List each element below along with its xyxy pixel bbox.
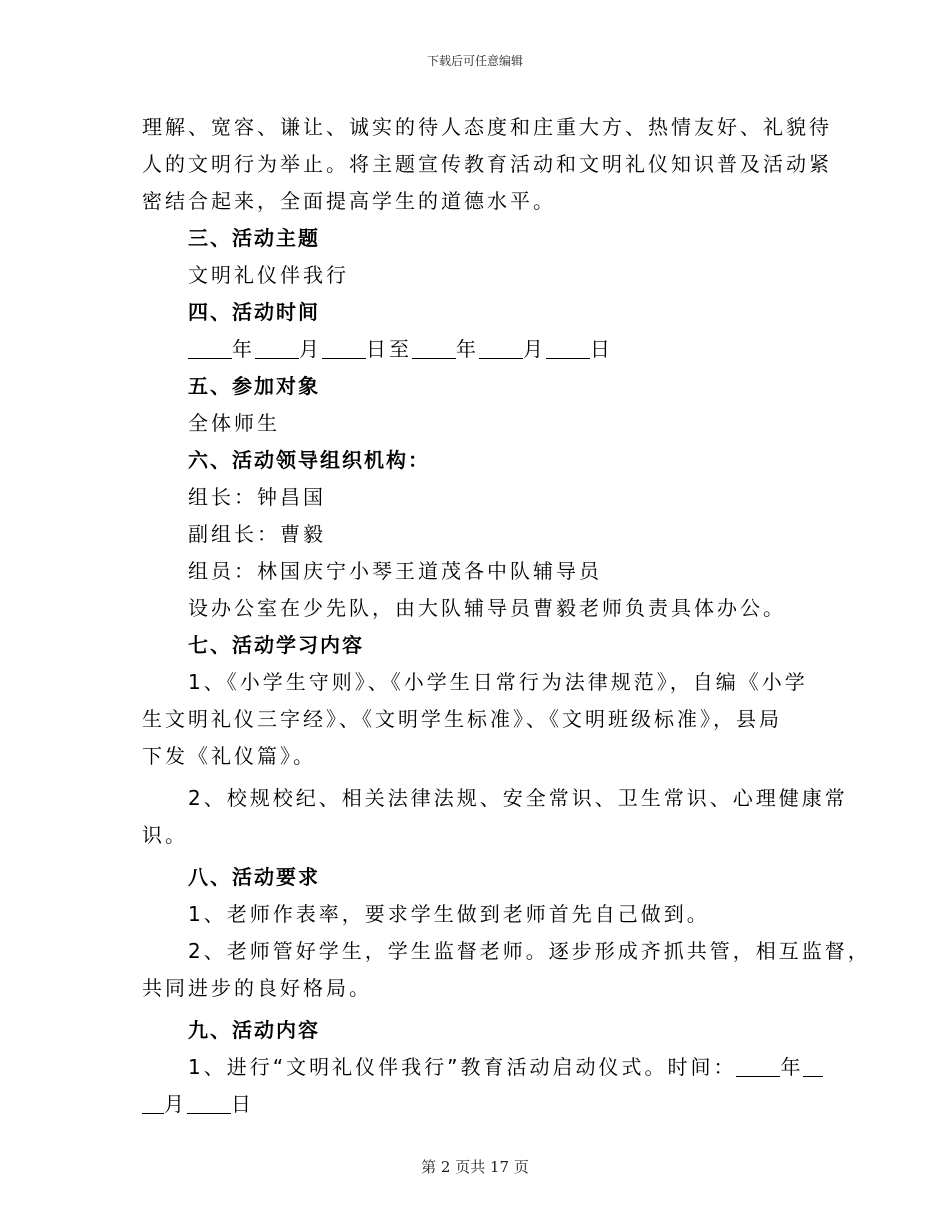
blank-ceremony-month-part-1 bbox=[803, 1056, 823, 1077]
unit-ceremony-month: 月 bbox=[164, 1092, 187, 1116]
blank-ceremony-day bbox=[187, 1093, 231, 1114]
blank-start-month bbox=[255, 338, 299, 359]
blank-end-year bbox=[412, 338, 456, 359]
requirement-2-line-2: 共同进步的良好格局。 bbox=[142, 976, 372, 1000]
intro-line-1: 理解、宽容、谦让、诚实的待人态度和庄重大方、热情友好、礼貌待 bbox=[142, 115, 832, 139]
section-4-heading: 四、活动时间 bbox=[188, 300, 320, 324]
activity-time-line bbox=[142, 331, 822, 368]
section-3-body: 文明礼仪伴我行 bbox=[188, 263, 349, 287]
intro-line-3: 密结合起来，全面提高学生的道德水平。 bbox=[142, 189, 556, 213]
page-footer: 第 2 页共 17 页 bbox=[421, 1158, 529, 1176]
requirement-1: 1、老师作表率，要求学生做到老师首先自己做到。 bbox=[188, 902, 710, 926]
unit-month-end: 月 bbox=[523, 337, 546, 361]
study-item-2-line-2: 识。 bbox=[142, 823, 188, 847]
unit-day-to: 日至 bbox=[366, 337, 412, 361]
vice-group-leader: 副组长：曹毅 bbox=[188, 522, 326, 546]
section-5-heading: 五、参加对象 bbox=[188, 374, 320, 398]
content-item-1-line-1 bbox=[142, 1049, 822, 1086]
section-6-heading: 六、活动领导组织机构： bbox=[188, 448, 430, 472]
unit-ceremony-day: 日 bbox=[231, 1092, 254, 1116]
section-7-heading: 七、活动学习内容 bbox=[188, 633, 364, 657]
study-item-1-line-3: 下发《礼仪篇》。 bbox=[142, 744, 316, 768]
unit-month: 月 bbox=[299, 337, 322, 361]
study-item-2-line-1: 2、校规校纪、相关法律法规、安全常识、卫生常识、心理健康常 bbox=[188, 786, 848, 810]
blank-ceremony-year bbox=[736, 1056, 780, 1077]
group-leader: 组长：钟昌国 bbox=[188, 485, 326, 509]
blank-start-year bbox=[188, 338, 232, 359]
unit-year-end: 年 bbox=[456, 337, 479, 361]
unit-year: 年 bbox=[232, 337, 255, 361]
content-item-1-line-2 bbox=[142, 1086, 822, 1123]
blank-end-day bbox=[546, 338, 590, 359]
unit-day-end: 日 bbox=[590, 337, 613, 361]
content-item-1-text: 1、进行“文明礼仪伴我行”教育活动启动仪式。时间： bbox=[188, 1055, 737, 1079]
study-item-1-line-1: 1、《小学生守则》、《小学生日常行为法律规范》，自编《小学 bbox=[188, 670, 808, 694]
section-9-heading: 九、活动内容 bbox=[188, 1018, 320, 1042]
section-5-body: 全体师生 bbox=[188, 411, 280, 435]
section-3-heading: 三、活动主题 bbox=[188, 226, 320, 250]
document-body bbox=[142, 109, 871, 1123]
group-members: 组员：林国庆宁小琴王道茂各中队辅导员 bbox=[188, 559, 602, 583]
section-8-heading: 八、活动要求 bbox=[188, 865, 320, 889]
blank-start-day bbox=[322, 338, 366, 359]
page-header: 下载后可任意编辑 bbox=[426, 54, 523, 68]
intro-line-2: 人的文明行为举止。将主题宣传教育活动和文明礼仪知识普及活动紧 bbox=[142, 152, 832, 176]
study-item-1-line-2: 生文明礼仪三字经》、《文明学生标准》、《文明班级标准》，县局 bbox=[142, 707, 782, 731]
requirement-2-line-1: 2、老师管好学生，学生监督老师。逐步形成齐抓共管，相互监督， bbox=[188, 939, 871, 963]
office-note: 设办公室在少先队，由大队辅导员曹毅老师负责具体办公。 bbox=[188, 596, 786, 620]
blank-ceremony-month-part-2 bbox=[142, 1093, 164, 1114]
unit-ceremony-year: 年 bbox=[780, 1055, 804, 1079]
blank-end-month bbox=[479, 338, 523, 359]
